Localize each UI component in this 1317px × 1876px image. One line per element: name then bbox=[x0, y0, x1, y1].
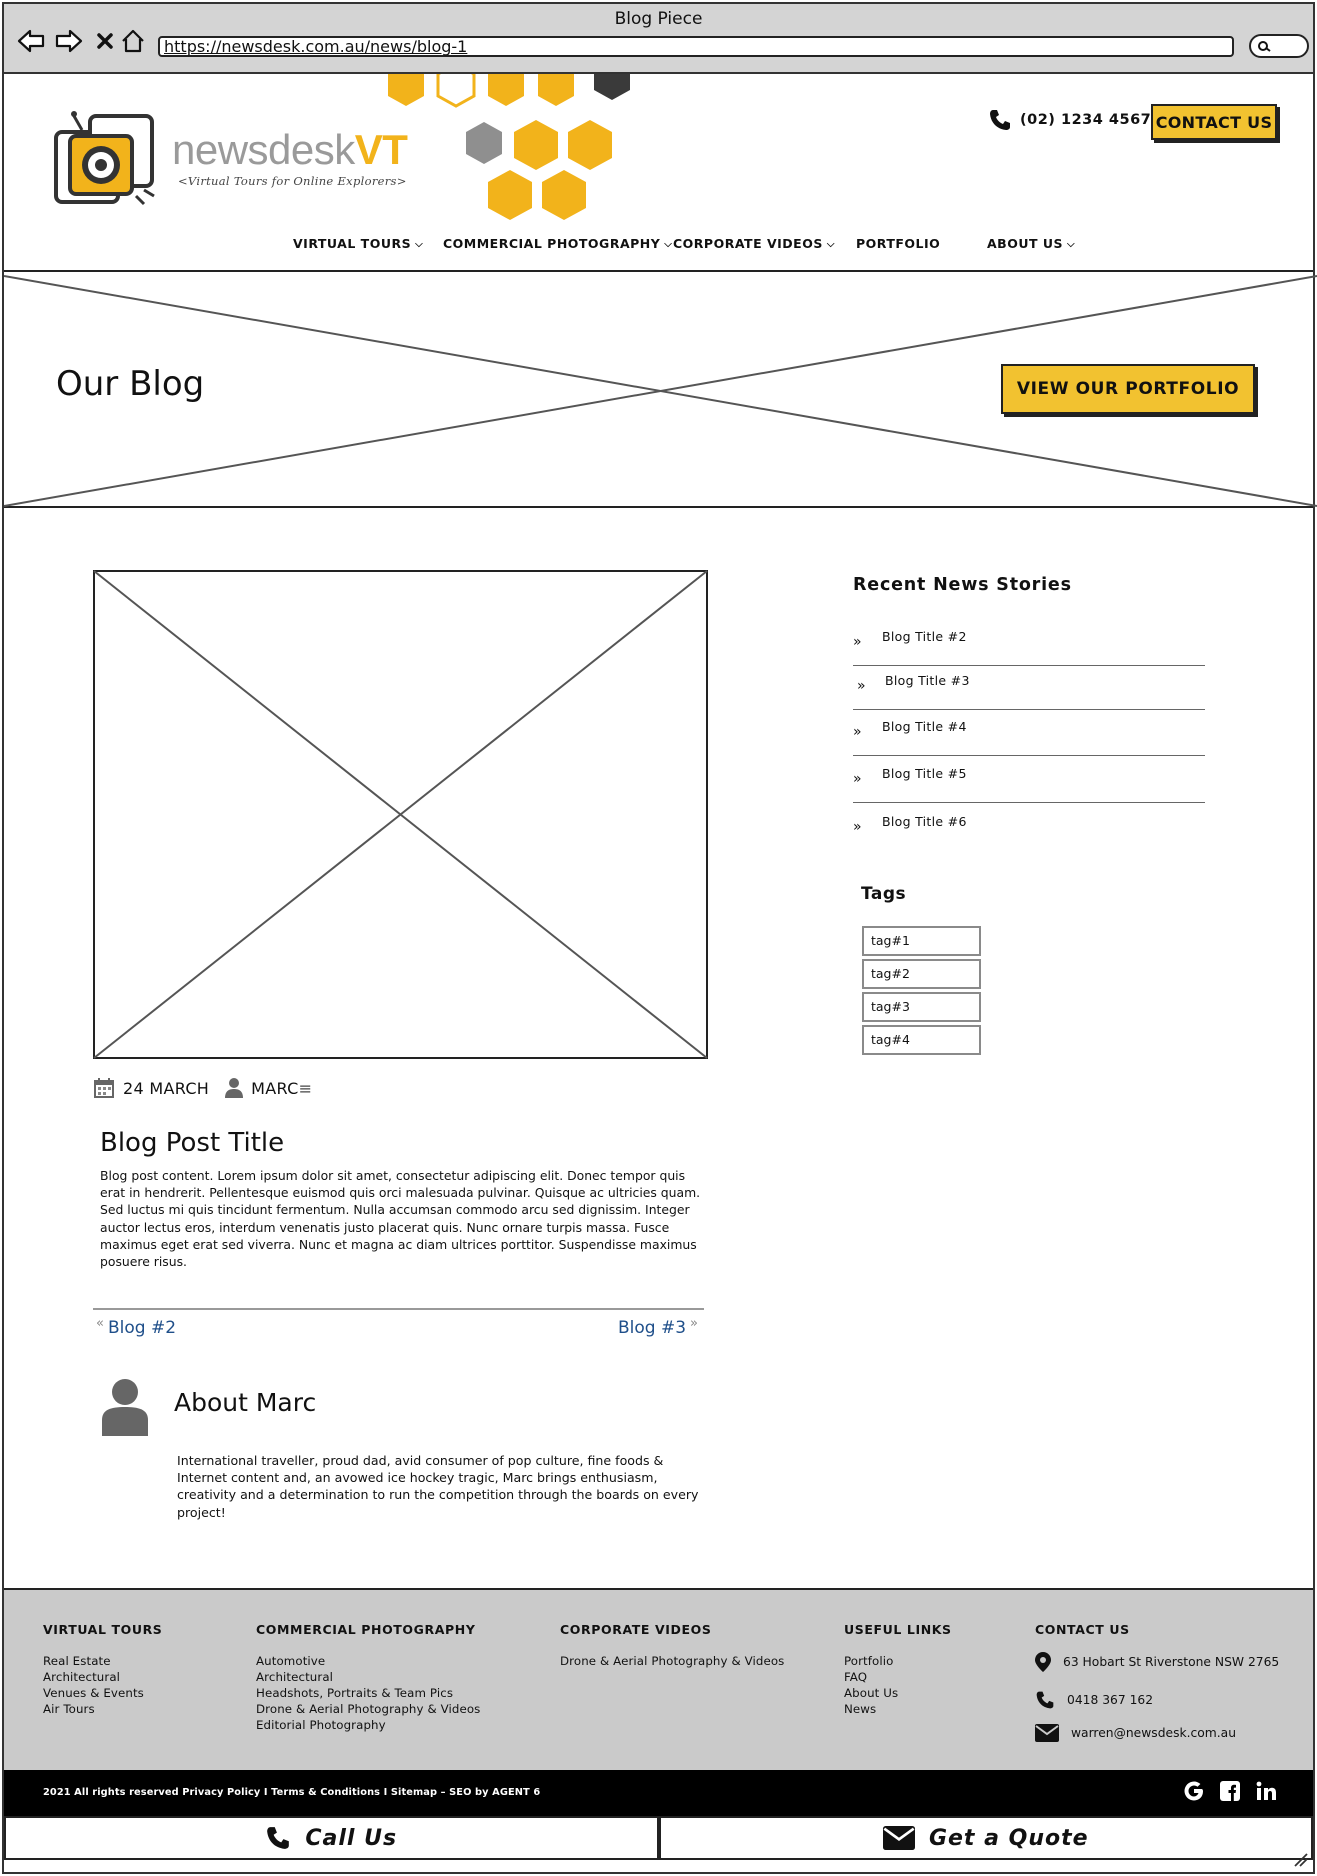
view-portfolio-button[interactable]: VIEW OUR PORTFOLIO bbox=[1001, 364, 1255, 414]
footer-link[interactable]: Portfolio bbox=[844, 1654, 894, 1668]
recent-news-label: Blog Title #6 bbox=[882, 814, 967, 829]
hex-cell bbox=[488, 170, 532, 220]
footer-col-useful-links bbox=[844, 1622, 952, 1717]
nav-label: CORPORATE VIDEOS bbox=[673, 236, 823, 251]
browser-search[interactable] bbox=[1249, 34, 1309, 58]
post-divider bbox=[93, 1308, 704, 1310]
double-chevron-right-icon: » bbox=[853, 819, 862, 835]
double-chevron-right-icon: » bbox=[853, 771, 862, 787]
footer-link[interactable]: Drone & Aerial Photography & Videos bbox=[560, 1654, 785, 1668]
footer-link[interactable]: About Us bbox=[844, 1686, 899, 1700]
chevron-down-icon: ⌵ bbox=[826, 239, 835, 250]
back-button[interactable] bbox=[16, 26, 46, 56]
nav-label: ABOUT US bbox=[987, 236, 1064, 251]
window-title: Blog Piece bbox=[614, 9, 703, 29]
author-avatar-icon bbox=[100, 1378, 150, 1436]
hex-cell bbox=[388, 74, 424, 106]
chevron-down-icon: ⌵ bbox=[415, 239, 424, 250]
post-date bbox=[93, 1077, 209, 1099]
footer-email-text: warren@newsdesk.com.au bbox=[1071, 1726, 1237, 1740]
footer-col-commercial-photography bbox=[256, 1622, 480, 1733]
back-arrow-icon bbox=[17, 29, 45, 53]
header-phone-number: (02) 1234 4567 bbox=[1020, 112, 1152, 128]
calendar-icon bbox=[93, 1077, 115, 1099]
mail-icon bbox=[883, 1826, 915, 1850]
footer-link[interactable]: Architectural bbox=[43, 1670, 121, 1684]
google-icon[interactable] bbox=[1183, 1780, 1205, 1802]
chevron-down-icon: ⌵ bbox=[664, 239, 673, 250]
tag-item[interactable]: tag#4 bbox=[862, 1025, 981, 1055]
about-author-title: About Marc bbox=[174, 1388, 317, 1417]
chevron-down-icon: ⌵ bbox=[1067, 239, 1076, 250]
phone-icon bbox=[1035, 1690, 1055, 1710]
hex-cell bbox=[438, 74, 474, 106]
map-pin-icon bbox=[1035, 1652, 1051, 1672]
previous-post-link[interactable] bbox=[96, 1318, 176, 1338]
nav-virtual-tours[interactable] bbox=[293, 236, 423, 251]
tag-item[interactable]: tag#1 bbox=[862, 926, 981, 956]
logo-wordmark[interactable] bbox=[172, 126, 407, 174]
facebook-icon[interactable] bbox=[1219, 1780, 1241, 1802]
recent-news-item[interactable] bbox=[853, 624, 1205, 666]
footer-col-corporate-videos bbox=[560, 1622, 784, 1669]
recent-news-heading: Recent News Stories bbox=[853, 575, 1072, 595]
footer-heading: COMMERCIAL PHOTOGRAPHY bbox=[256, 1622, 476, 1637]
post-author[interactable] bbox=[225, 1078, 312, 1098]
call-us-button[interactable] bbox=[4, 1816, 659, 1860]
post-date-text: 24 MARCH bbox=[123, 1078, 210, 1098]
footer-link[interactable]: Venues & Events bbox=[43, 1686, 144, 1700]
footer-col-contact bbox=[1035, 1622, 1130, 1653]
footer-link[interactable]: Air Tours bbox=[43, 1702, 95, 1716]
tag-item[interactable]: tag#3 bbox=[862, 992, 981, 1022]
footer-heading: CONTACT US bbox=[1035, 1622, 1130, 1637]
recent-news-label: Blog Title #3 bbox=[885, 673, 970, 688]
address-bar[interactable] bbox=[158, 36, 1234, 57]
user-icon bbox=[225, 1078, 243, 1098]
footer-heading: VIRTUAL TOURS bbox=[43, 1622, 163, 1637]
get-a-quote-button[interactable] bbox=[659, 1816, 1314, 1860]
hex-cell bbox=[466, 122, 502, 164]
hex-cell bbox=[538, 74, 574, 106]
post-author-name: MARC bbox=[251, 1078, 299, 1098]
logo-name-accent: VT bbox=[354, 126, 408, 173]
divider bbox=[853, 802, 1205, 803]
logo-name-main: newsdesk bbox=[172, 126, 355, 173]
stop-button[interactable] bbox=[90, 26, 120, 56]
main-navigation bbox=[4, 236, 1313, 256]
footer-link[interactable]: Real Estate bbox=[43, 1654, 111, 1668]
site-header bbox=[4, 74, 1313, 272]
forward-arrow-icon bbox=[55, 29, 83, 53]
footer-phone[interactable] bbox=[1035, 1690, 1153, 1710]
footer-col-virtual-tours bbox=[43, 1622, 162, 1717]
post-meta bbox=[93, 1074, 328, 1102]
previous-post-label: Blog #2 bbox=[107, 1318, 177, 1338]
hero-banner bbox=[4, 274, 1313, 508]
divider bbox=[853, 665, 1205, 666]
double-chevron-right-icon: » bbox=[853, 634, 862, 650]
footer-link[interactable]: Headshots, Portraits & Team Pics bbox=[256, 1686, 454, 1700]
copyright-text: 2021 All rights reserved Privacy Policy I Terms & Conditions I Sitemap – SEO by AGENT 6 bbox=[43, 1787, 541, 1798]
contact-us-button[interactable]: CONTACT US bbox=[1151, 104, 1277, 140]
nav-corporate-videos[interactable] bbox=[673, 236, 835, 251]
call-us-label: Call Us bbox=[305, 1825, 398, 1851]
nav-about-us[interactable] bbox=[987, 236, 1075, 251]
search-icon bbox=[1257, 40, 1271, 52]
double-chevron-right-icon: » bbox=[857, 678, 866, 694]
hex-cell bbox=[542, 170, 586, 220]
url-text: https://newsdesk.com.au/news/blog-1 bbox=[164, 37, 468, 56]
next-post-label: Blog #3 bbox=[618, 1318, 687, 1338]
site-footer bbox=[4, 1588, 1313, 1770]
footer-bottom-bar bbox=[4, 1770, 1313, 1816]
recent-news-item[interactable] bbox=[853, 714, 1205, 756]
footer-link[interactable]: Architectural bbox=[256, 1670, 334, 1684]
recent-news-item[interactable] bbox=[853, 761, 1205, 803]
mail-icon bbox=[1035, 1724, 1059, 1742]
footer-link[interactable]: Automotive bbox=[256, 1654, 326, 1668]
divider bbox=[853, 755, 1205, 756]
hex-cell bbox=[568, 120, 612, 170]
cta-bar bbox=[4, 1816, 1313, 1860]
close-icon bbox=[95, 31, 115, 51]
footer-address bbox=[1035, 1652, 1279, 1672]
about-author-body: International traveller, proud dad, avid consumer of pop culture, fine foods & Internet content and, an avowed ice hockey tragic, Marc brings enthusiasm, creativity and a determination to run the competition through the boards on every project! bbox=[177, 1453, 699, 1520]
home-button[interactable] bbox=[118, 26, 148, 56]
double-chevron-right-icon: » bbox=[853, 724, 862, 740]
hero-title: Our Blog bbox=[56, 364, 205, 404]
get-a-quote-label: Get a Quote bbox=[928, 1825, 1089, 1851]
footer-link[interactable]: News bbox=[844, 1702, 877, 1716]
double-chevron-right-icon: » bbox=[690, 1316, 699, 1331]
nav-label: COMMERCIAL PHOTOGRAPHY bbox=[443, 236, 661, 251]
logo-tagline: <Virtual Tours for Online Explorers> bbox=[178, 174, 407, 188]
camera-logo-icon bbox=[52, 108, 162, 218]
next-post-link[interactable] bbox=[618, 1318, 698, 1338]
nav-commercial-photography[interactable] bbox=[443, 236, 672, 251]
footer-email[interactable] bbox=[1035, 1724, 1236, 1742]
forward-button[interactable] bbox=[54, 26, 84, 56]
footer-link[interactable]: Editorial Photography bbox=[256, 1718, 386, 1732]
footer-address-text: 63 Hobart St Riverstone NSW 2765 bbox=[1063, 1655, 1280, 1669]
browser-window bbox=[2, 2, 1315, 1874]
phone-icon bbox=[988, 108, 1012, 132]
footer-phone-text: 0418 367 162 bbox=[1067, 1693, 1154, 1707]
tags-heading: Tags bbox=[861, 884, 907, 904]
menu-lines-icon: ≡ bbox=[298, 1078, 313, 1098]
linkedin-icon[interactable] bbox=[1255, 1780, 1277, 1802]
footer-heading: USEFUL LINKS bbox=[844, 1622, 952, 1637]
footer-link[interactable]: Drone & Aerial Photography & Videos bbox=[256, 1702, 481, 1716]
header-phone[interactable] bbox=[988, 108, 1151, 132]
hex-cell bbox=[514, 120, 558, 170]
recent-news-label: Blog Title #2 bbox=[882, 629, 967, 644]
nav-label: PORTFOLIO bbox=[856, 236, 941, 251]
footer-heading: CORPORATE VIDEOS bbox=[560, 1622, 712, 1637]
social-links bbox=[1183, 1780, 1277, 1802]
phone-icon bbox=[265, 1825, 291, 1851]
recent-news-item[interactable] bbox=[853, 668, 1205, 710]
tag-item[interactable]: tag#2 bbox=[862, 959, 981, 989]
resize-grip-icon[interactable] bbox=[1293, 1852, 1309, 1868]
recent-news-label: Blog Title #5 bbox=[882, 766, 967, 781]
recent-news-item[interactable] bbox=[853, 809, 1205, 851]
double-chevron-left-icon: « bbox=[96, 1316, 104, 1331]
nav-portfolio[interactable] bbox=[856, 236, 940, 251]
footer-link[interactable]: FAQ bbox=[844, 1670, 868, 1684]
nav-label: VIRTUAL TOURS bbox=[293, 236, 412, 251]
hex-cell bbox=[488, 74, 524, 106]
recent-news-label: Blog Title #4 bbox=[882, 719, 967, 734]
home-icon bbox=[120, 29, 146, 53]
post-image-placeholder bbox=[93, 570, 708, 1059]
post-body: Blog post content. Lorem ipsum dolor sit amet, consectetur adipiscing elit. Donec tempor quis erat in hendrerit. Pellentesque euismod quis orci malesuada pulvinar. Quisque ac ultricies quam. Sed luctus mi quis tincidunt fermentum. Nulla accumsan commodo arcu sed dignissim. Integer auctor lectus eros, interdum venenatis justo placerat quis. Nunc ornare turpis massa. Fusce maximus eget erat sed viverra. Nunc et magna ac diam ultrices porttitor. Suspendisse maximus posuere risus. bbox=[100, 1168, 701, 1270]
hex-cell bbox=[594, 74, 630, 100]
browser-chrome bbox=[4, 4, 1313, 74]
post-title: Blog Post Title bbox=[100, 1128, 285, 1158]
divider bbox=[853, 709, 1205, 710]
